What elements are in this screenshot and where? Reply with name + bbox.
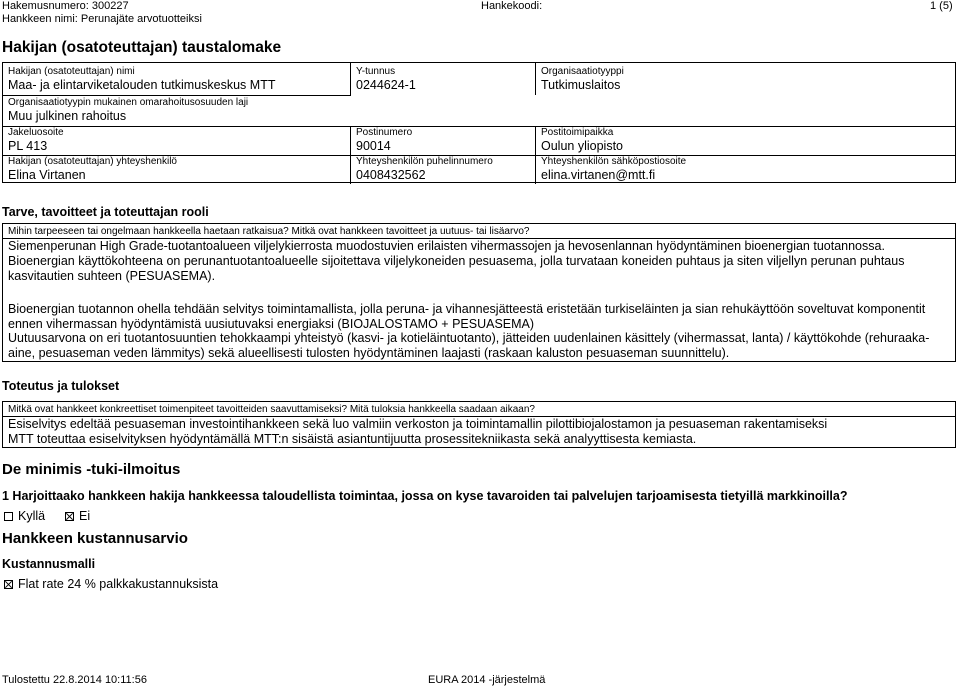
street: PL 413 (8, 139, 48, 153)
checkbox-no-checked[interactable] (65, 512, 74, 521)
contact-label: Hakijan (osatoteuttajan) yhteyshenkilö (8, 156, 177, 167)
project-name: Hankkeen nimi: Perunajäte arvotuotteiksi (2, 13, 202, 25)
postal-code-label: Postinumero (356, 127, 413, 138)
cost-model-option-label: Flat rate 24 % palkkakustannuksista (18, 577, 219, 591)
option-yes-label: Kyllä (18, 509, 46, 523)
applicant-name-label: Hakijan (osatoteuttajan) nimi (8, 66, 135, 77)
footer-system: EURA 2014 -järjestelmä (428, 674, 546, 686)
page-number: 1 (5) (930, 0, 953, 12)
phone-label: Yhteyshenkilön puhelinnumero (356, 156, 493, 167)
cost-model-option[interactable] (4, 577, 218, 591)
needs-paragraph-1: Siemenperunan High Grade-tuotantoalueen viljelykierrosta muodostuvien erilaisten vihermassojen ja hevosenlannan hyödyntäminen bioenergian tuotannossa. Bioenergian käyttökohteena on perunantuotantoalueelle sijoitettava viljelykoneiden pesuasema, jolla turvataan koneiden puhtaus ja siten viljellyn perunan puhtaus kasvitautien suhteen (PESUASEMA). (8, 239, 905, 283)
needs-box (2, 223, 956, 362)
project-code: Hankekoodi: (481, 0, 543, 12)
applicant-name: Maa- ja elintarviketalouden tutkimuskeskus MTT (8, 78, 276, 92)
needs-paragraph-3: Uutuusarvona on eri tuotantosuuntien tehokkaampi yhteistyö (kasvi- ja kotieläintuotanto), jätteiden uudenlainen käsittely (vihermassat, lanta) / käyttökohde (rehuraaka-aine, pesuaseman veden lämmitys) sekä alueellisesti tulosten hyödyntäminen laajasti (raskaan kaluston pesuaseman suunnittelu). (8, 331, 930, 360)
results-question: Mitkä ovat hankkeet konkreettiset toimenpiteet tavoitteiden saavuttamiseksi? Mitä tuloksia hankkeella saadaan aikaan? (8, 404, 535, 415)
needs-question: Mihin tarpeeseen tai ongelmaan hankkeella haetaan ratkaisua? Mitkä ovat hankkeen tavoitteet ja uutuus- tai lisäarvo? (8, 226, 530, 237)
email-label: Yhteyshenkilön sähköpostiosoite (541, 156, 687, 167)
option-no[interactable] (65, 509, 90, 523)
de-minimis-question: 1 Harjoittaako hankkeen hakija hankkeessa taloudellista toimintaa, jossa on kyse tavaroiden tai palvelujen tarjoamisesta tietyillä markkinoilla? (2, 489, 848, 503)
funding-type: Muu julkinen rahoitus (8, 109, 127, 123)
results-section-title: Toteutus ja tulokset (2, 379, 120, 393)
results-line-2: MTT toteuttaa esiselvityksen hyödyntämällä MTT:n sisäistä asiantuntijuutta prosessitekniikasta sekä analyyttisesta kemiasta. (8, 432, 697, 446)
business-id-label: Y-tunnus (356, 66, 396, 77)
footer-printed: Tulostettu 22.8.2014 10:11:56 (2, 674, 147, 686)
checkbox-flat-rate-checked[interactable] (4, 580, 13, 589)
results-line-1: Esiselvitys edeltää pesuaseman investointihankkeen sekä luo valmiin verkoston ja toimintamallin pilottibiojalostamon ja pesuaseman rakentamiseksi (8, 417, 828, 431)
cost-title: Hankkeen kustannusarvio (2, 530, 188, 547)
application-number: Hakemusnumero: 300227 (2, 0, 129, 12)
post-office-label: Postitoimipaikka (541, 127, 614, 138)
contact-name: Elina Virtanen (8, 168, 86, 182)
post-office: Oulun yliopisto (541, 139, 623, 153)
phone: 0408432562 (356, 168, 426, 182)
postal-code: 90014 (356, 139, 391, 153)
checkbox-yes[interactable] (4, 512, 13, 521)
option-no-label: Ei (79, 509, 91, 523)
needs-paragraph-2: Bioenergian tuotannon ohella tehdään selvitys toimintamallista, jolla peruna- ja vihannesjätteestä eristetään turkiseläinten ja sian rehukäyttöön soveltuvat komponentit ennen vihermassan hyödyntämistä uusiutuvaksi energiaksi (BIOJALOSTAMO + PESUASEMA) (8, 302, 926, 331)
org-type: Tutkimuslaitos (541, 78, 621, 92)
form-title: Hakijan (osatoteuttajan) taustalomake (2, 39, 282, 56)
funding-type-label: Organisaatiotyypin mukainen omarahoitusosuuden laji (8, 97, 249, 108)
street-label: Jakeluosoite (8, 127, 64, 138)
cost-model-title: Kustannusmalli (2, 557, 96, 571)
applicant-info-table (2, 62, 956, 183)
email: elina.virtanen@mtt.fi (541, 168, 656, 182)
results-box (2, 401, 956, 448)
needs-section-title: Tarve, tavoitteet ja toteuttajan rooli (2, 205, 209, 219)
business-id: 0244624-1 (356, 78, 416, 92)
org-type-label: Organisaatiotyyppi (541, 66, 624, 77)
option-yes[interactable] (4, 509, 45, 523)
de-minimis-title: De minimis -tuki-ilmoitus (2, 461, 181, 478)
